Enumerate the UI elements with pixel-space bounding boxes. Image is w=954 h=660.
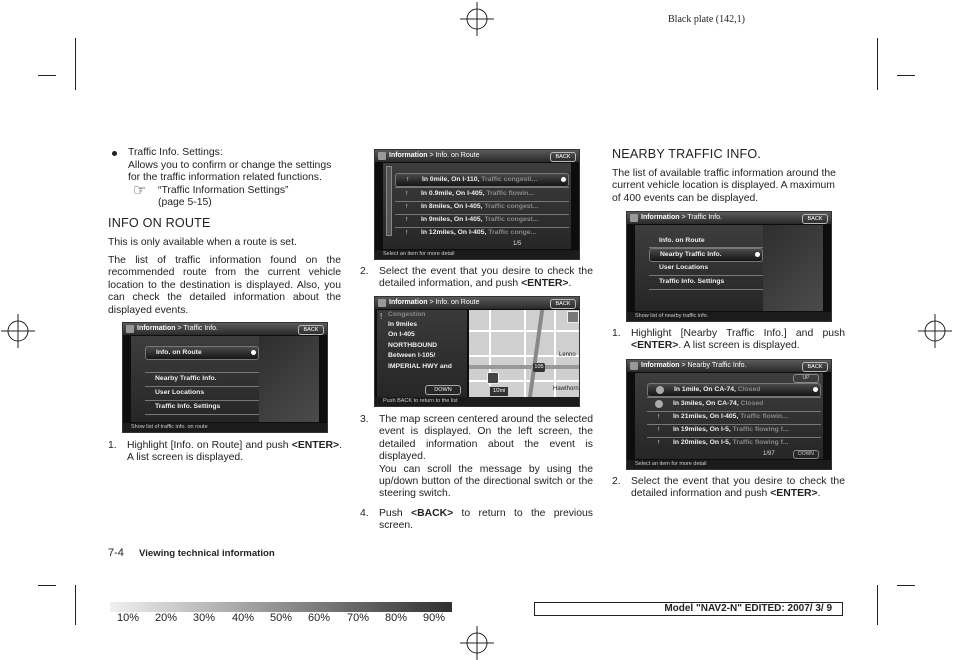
detail-line: On I-405 (388, 331, 415, 338)
page-indicator: 1/5 (513, 241, 522, 247)
screen-title-bar (375, 150, 579, 162)
scale-label: 50% (270, 612, 293, 624)
map-zoom-icon[interactable] (567, 311, 579, 323)
bullet-icon (112, 151, 117, 156)
closed-icon (656, 386, 664, 394)
selected-dot-icon (251, 350, 256, 355)
arrow-up-icon: ↑ (657, 413, 661, 420)
reference-title: “Traffic Information Settings” (158, 185, 289, 196)
list-item[interactable]: ↑ In 21miles, On I-405, Traffic flowin... (647, 411, 821, 423)
detail-line: IMPERIAL HWY and (388, 363, 452, 370)
bullet-body: Allows you to confirm or change the settings for the traffic information related functions. (128, 160, 332, 184)
menu-item-info-on-route[interactable]: Info. on Route (145, 346, 259, 360)
info-icon (378, 299, 386, 307)
screen-status-bar: Push BACK to return to the list (375, 397, 579, 406)
detail-line: Between I-105/ (388, 352, 436, 359)
scale-label: 10% (117, 612, 140, 624)
screen-traffic-info-menu-nearby (626, 211, 832, 322)
menu-item-nearby-traffic[interactable]: Nearby Traffic Info. (155, 375, 217, 382)
gray-scale-bar (110, 602, 452, 612)
screen-title-bar (627, 212, 831, 224)
info-icon (126, 325, 134, 333)
menu-panel (131, 336, 259, 422)
info-icon (378, 152, 386, 160)
screen-status-bar: Show list of traffic info. on route (123, 423, 327, 432)
list-item[interactable]: In 3miles, On CA-74, Closed (647, 398, 821, 410)
screen-breadcrumb: Information > Nearby Traffic Info. (641, 362, 747, 369)
screen-title-bar (627, 360, 831, 372)
heading-info-on-route: INFO ON ROUTE (108, 216, 211, 230)
para-route-required: This is only available when a route is set. (108, 237, 297, 248)
list-scrollbar[interactable] (386, 166, 392, 236)
list-item[interactable]: ↑ In 19miles, On I-5, Traffic flowing f... (647, 424, 821, 436)
screen-breadcrumb: Information > Traffic Info. (137, 325, 218, 332)
selected-dot-icon (813, 387, 818, 392)
para-nearby-description: The list of available traffic information around the current vehicle location is displayed. A maximum of 400 events can be displayed. (612, 168, 836, 204)
decor-road-art (763, 225, 823, 311)
map-scale: 1/2mi (489, 386, 509, 397)
reference-page: (page 5-15) (158, 197, 212, 208)
menu-item-nearby-traffic[interactable]: Nearby Traffic Info. (649, 248, 763, 262)
screen-event-detail-map (374, 296, 580, 407)
arrow-up-icon: ↑ (406, 176, 410, 183)
screen-status-bar: Select an item for more detail (627, 460, 831, 469)
back-button[interactable]: BACK (298, 325, 324, 335)
info-icon (630, 362, 638, 370)
screen-info-on-route-list (374, 149, 580, 260)
scale-label: 90% (423, 612, 446, 624)
detail-line: In 9miles (388, 321, 418, 328)
page-indicator: 1/97 (763, 451, 775, 457)
bullet-title: Traffic Info. Settings: (128, 147, 223, 158)
scale-label: 70% (347, 612, 370, 624)
map-label-lennox: Lenno (559, 352, 576, 358)
screen-breadcrumb: Information > Info. on Route (389, 299, 480, 306)
heading-nearby-traffic: NEARBY TRAFFIC INFO. (612, 147, 762, 161)
map-label-hawthorne: Hawthorn (553, 386, 579, 392)
list-item[interactable]: ↑ In 20miles, On I-5, Traffic flowing f... (647, 437, 821, 449)
menu-panel (635, 225, 763, 311)
menu-item-traffic-settings[interactable]: Traffic Info. Settings (659, 278, 725, 285)
scale-label: 20% (155, 612, 178, 624)
arrow-up-icon: ↑ (405, 203, 409, 210)
back-button[interactable]: BACK (550, 152, 576, 162)
up-button[interactable]: UP (793, 374, 819, 383)
screen-traffic-info-menu (122, 322, 328, 433)
arrow-up-icon: ↑ (657, 439, 661, 446)
list-item[interactable]: In 1mile, On CA-74, Closed (647, 383, 821, 397)
screen-status-bar: Show list of nearby traffic info. (627, 312, 831, 321)
screen-breadcrumb: Information > Traffic Info. (641, 214, 722, 221)
list-item[interactable]: ↑ In 12miles, On I-405, Traffic conge... (395, 227, 569, 239)
decor-road-art (259, 336, 319, 422)
para-route-description: The list of traffic information found on the recommended route from the current vehicle location to the destination is displayed. Also, you can check the detailed information about the displayed events. (108, 255, 341, 316)
scale-label: 30% (193, 612, 216, 624)
registration-mark-bottom (460, 626, 494, 660)
warning-icon: ! (380, 312, 383, 321)
closed-icon (655, 400, 663, 408)
arrow-up-icon: ↑ (405, 229, 409, 236)
arrow-up-icon: ↑ (405, 216, 409, 223)
list-panel (383, 163, 571, 249)
list-item[interactable]: ↑ In 0.9mile, On I-405, Traffic flowin... (395, 188, 569, 200)
registration-mark-right (918, 314, 952, 348)
scale-label: 60% (308, 612, 331, 624)
highway-shield-icon: 105 (534, 364, 544, 370)
menu-item-traffic-settings[interactable]: Traffic Info. Settings (155, 403, 221, 410)
registration-mark-left (1, 314, 35, 348)
page-number: 7-4 (108, 547, 124, 559)
menu-item-info-on-route[interactable]: Info. on Route (659, 237, 705, 244)
detail-text-panel (377, 310, 467, 398)
detail-line: Congestion (388, 311, 426, 318)
list-item[interactable]: ↑ In 9miles, On I-405, Traffic congest... (395, 214, 569, 226)
down-button[interactable]: DOWN (425, 385, 461, 395)
screen-nearby-traffic-list (626, 359, 832, 470)
screen-breadcrumb: Information > Info. on Route (389, 152, 480, 159)
selected-dot-icon (561, 177, 566, 182)
selected-dot-icon (755, 252, 760, 257)
registration-mark-top (460, 2, 494, 36)
screen-title-bar (123, 323, 327, 335)
menu-item-user-locations[interactable]: User Locations (659, 264, 709, 271)
model-edited-box: Model "NAV2-N" EDITED: 2007/ 3/ 9 (534, 602, 843, 616)
screen-title-bar (375, 297, 579, 309)
arrow-up-icon: ↑ (405, 190, 409, 197)
back-button[interactable]: BACK (550, 299, 576, 309)
info-icon (630, 214, 638, 222)
screen-status-bar: Select an item for more detail (375, 250, 579, 259)
detail-line: NORTHBOUND (388, 342, 438, 349)
back-button[interactable]: BACK (802, 362, 828, 372)
down-button[interactable]: DOWN (793, 450, 819, 459)
reference-hand-icon: ☞ (133, 182, 147, 199)
list-panel (635, 373, 823, 459)
plate-label: Black plate (142,1) (668, 14, 745, 25)
arrow-up-icon: ↑ (657, 426, 661, 433)
back-button[interactable]: BACK (802, 214, 828, 224)
scale-label: 80% (385, 612, 408, 624)
section-title: Viewing technical information (139, 548, 275, 559)
vehicle-icon (487, 372, 499, 384)
scale-label: 40% (232, 612, 255, 624)
list-item[interactable]: ↑ In 0mile, On I-110, Traffic congesti... (395, 173, 569, 187)
list-item[interactable]: ↑ In 8miles, On I-405, Traffic congest... (395, 201, 569, 213)
menu-item-user-locations[interactable]: User Locations (155, 389, 205, 396)
map-view[interactable] (469, 310, 579, 398)
